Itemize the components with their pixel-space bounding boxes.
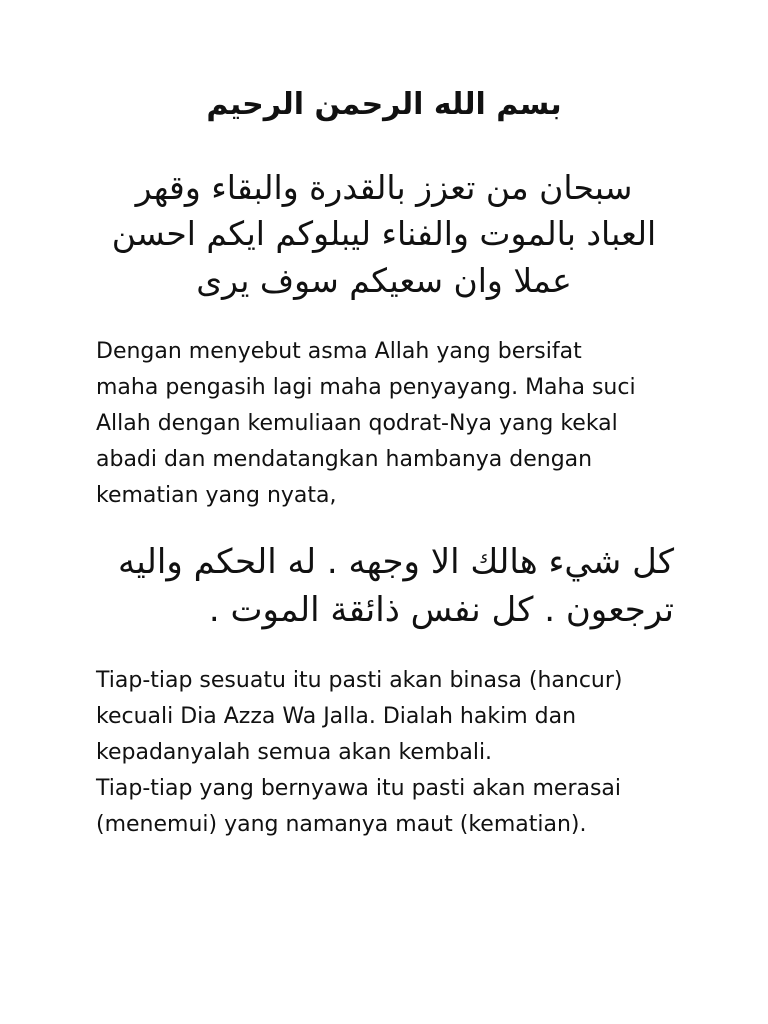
translation-1-line-3: Allah dengan kemuliaan qodrat-Nya yang kekal — [96, 411, 618, 436]
prayer-line-3: عملا وان سعيكم سوف يرى — [196, 261, 572, 300]
translation-1-line-4: abadi dan mendatangkan hambanya dengan — [96, 447, 593, 472]
translation-1-line-2: maha pengasih lagi maha penyayang. Maha suci — [96, 375, 636, 400]
translation-1-line-1: Dengan menyebut asma Allah yang bersifat — [96, 339, 582, 364]
translation-paragraph-2 — [96, 663, 696, 843]
translation-paragraph-1 — [96, 334, 696, 514]
translation-2-line-2: kecuali Dia Azza Wa Jalla. Dialah hakim dan — [96, 704, 577, 729]
prayer-line-2: العباد بالموت والفناء ليبلوكم ايكم احسن — [111, 214, 657, 253]
verse-line-2: ترجعون . كل نفس ذائقة الموت . — [208, 590, 674, 630]
translation-2-line-5: (menemui) yang namanya maut (kematian). — [96, 812, 587, 837]
translation-1-line-5: kematian yang nyata, — [96, 483, 337, 508]
translation-2-line-4: Tiap-tiap yang bernyawa itu pasti akan merasai — [96, 776, 622, 801]
basmala-heading: بسم الله الرحمن الرحيم — [206, 87, 562, 122]
prayer-line-1: سبحان من تعزز بالقدرة والبقاء وقهر — [135, 168, 633, 207]
translation-2-line-1: Tiap-tiap sesuatu itu pasti akan binasa (hancur) — [96, 668, 623, 693]
translation-2-line-3: kepadanyalah semua akan kembali. — [96, 740, 493, 765]
verse-line-1: كل شيء هالك الا وجهه . له الحكم واليه — [118, 542, 674, 582]
